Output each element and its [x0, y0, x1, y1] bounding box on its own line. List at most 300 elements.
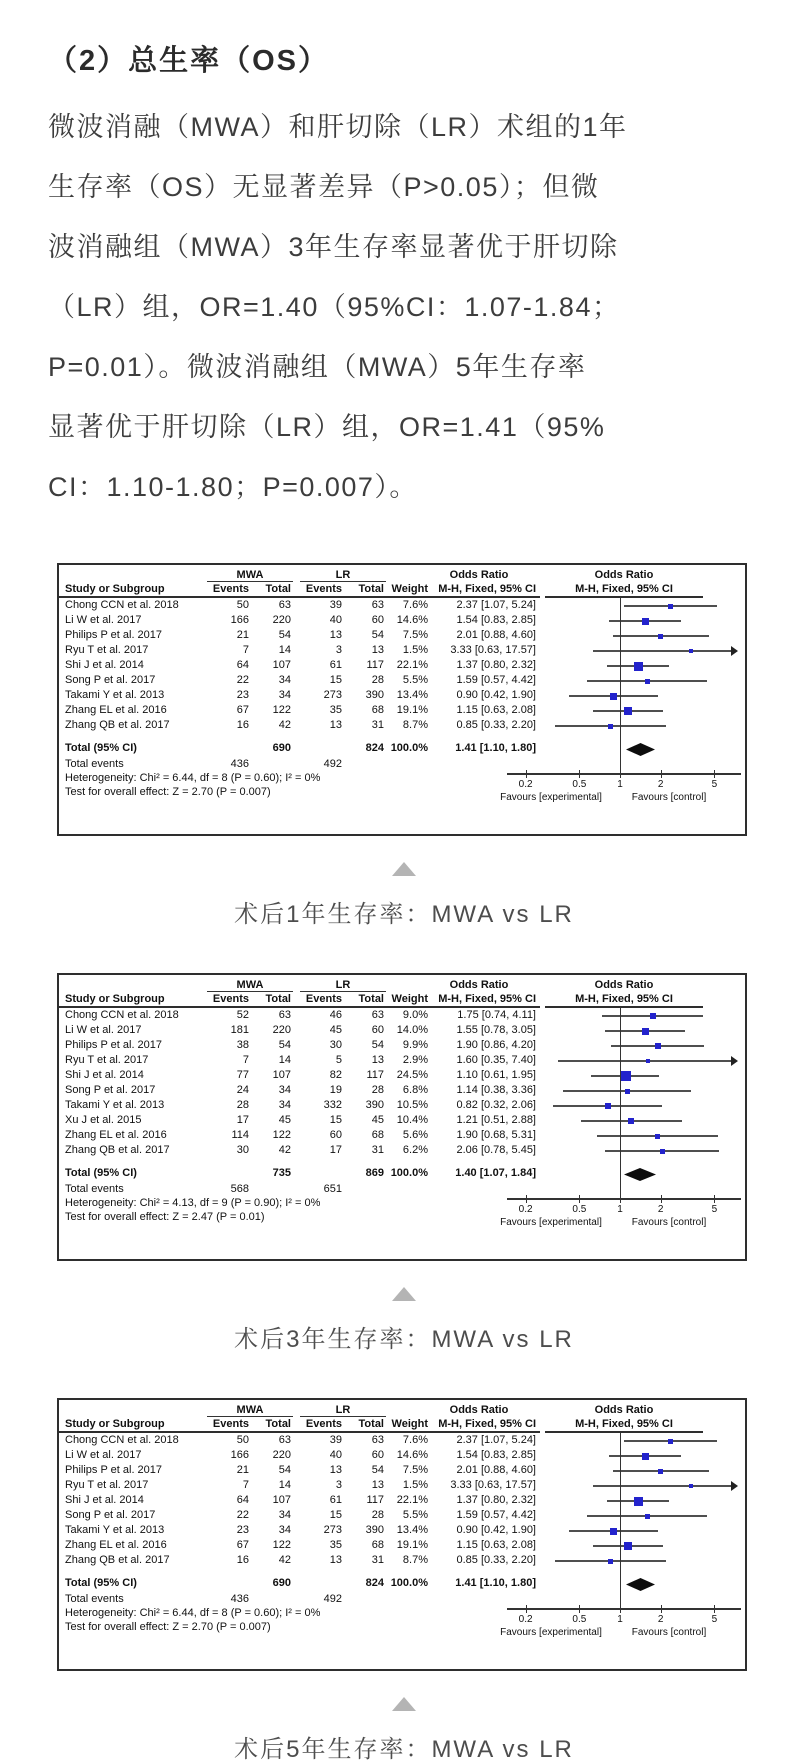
study-name: Zhang EL et al. 2016 [65, 704, 167, 716]
paragraph-line: P=0.01）。微波消融组（MWA）5年生存率 [48, 352, 587, 382]
summary-diamond [626, 1578, 655, 1591]
or-ci-text: 1.37 [0.80, 2.32] [456, 659, 536, 671]
overall-effect-text: Test for overall effect: Z = 2.47 (P = 0.01) [65, 1211, 265, 1223]
triangle-up-icon [392, 1287, 416, 1301]
axis-tick [661, 770, 662, 778]
figure-3 [57, 1398, 760, 1671]
weight: 13.4% [396, 1524, 428, 1536]
or-ci-text: 1.60 [0.35, 7.40] [456, 1054, 536, 1066]
heterogeneity-text: Heterogeneity: Chi² = 6.44, df = 8 (P = 0.60); I² = 0% [65, 772, 321, 784]
forest-row [59, 718, 745, 733]
total-weight: 100.0% [390, 1167, 428, 1179]
events-mwa: 23 [236, 1524, 249, 1536]
forest-row [59, 1538, 745, 1553]
figure-1 [57, 563, 760, 836]
events-mwa: 64 [236, 1494, 249, 1506]
group-or-plot: Odds Ratio [594, 979, 654, 991]
events-lr: 5 [335, 1054, 342, 1066]
or-ci-text: 0.90 [0.42, 1.90] [456, 689, 536, 701]
body-paragraph [48, 97, 760, 517]
ci-square [660, 1149, 665, 1154]
or-ci-text: 2.01 [0.88, 4.60] [456, 629, 536, 641]
events-lr: 15 [329, 1114, 342, 1126]
total-weight: 100.0% [390, 742, 428, 754]
weight: 9.9% [402, 1039, 428, 1051]
study-name: Li W et al. 2017 [65, 1024, 142, 1036]
weight: 14.0% [396, 1024, 428, 1036]
forest-row [59, 1098, 745, 1113]
or-ci-text: 1.10 [0.61, 1.95] [456, 1069, 536, 1081]
ci-square [658, 1469, 663, 1474]
figure-2 [57, 973, 760, 1261]
or-ci-text: 1.75 [0.74, 4.11] [457, 1009, 536, 1021]
figure-caption: 术后5年生存率：MWA vs LR [234, 1736, 574, 1763]
or-ci-text: 1.14 [0.38, 3.36] [456, 1084, 536, 1096]
paragraph-line: 微波消融（MWA）和肝切除（LR）术组的1年 [48, 112, 628, 142]
forest-row [59, 1553, 745, 1568]
weight: 13.4% [396, 689, 428, 701]
or-ci-text: 3.33 [0.63, 17.57] [450, 644, 536, 656]
axis-tick [620, 1605, 621, 1613]
forest-row [59, 1038, 745, 1053]
axis-tick [579, 1605, 580, 1613]
ci-square [605, 1103, 611, 1109]
col-events-2: Events [305, 993, 342, 1005]
events-lr: 13 [329, 1554, 342, 1566]
forest-row [59, 658, 745, 673]
events-lr: 61 [329, 1494, 342, 1506]
axis-tick [714, 770, 715, 778]
total-mwa: 220 [272, 1449, 291, 1461]
null-effect-line [620, 598, 621, 773]
total-or-ci-text: 1.41 [1.10, 1.80] [455, 742, 536, 754]
caption-block-3 [48, 1697, 760, 1764]
study-name: Xu J et al. 2015 [65, 1114, 142, 1126]
paragraph-line: 波消融组（MWA）3年生存率显著优于肝切除 [48, 232, 619, 262]
col-weight: Weight [391, 1418, 428, 1430]
or-ci-text: 1.59 [0.57, 4.42] [456, 674, 536, 686]
forest-row [59, 1433, 745, 1448]
weight: 7.5% [402, 1464, 428, 1476]
or-ci-text: 1.21 [0.51, 2.88] [456, 1114, 536, 1126]
events-lr: 39 [329, 1434, 342, 1446]
forest-row [59, 613, 745, 628]
events-lr: 82 [329, 1069, 342, 1081]
study-name: Takami Y et al. 2013 [65, 1524, 165, 1536]
or-ci-text: 1.54 [0.83, 2.85] [456, 1449, 536, 1461]
or-ci-text: 1.15 [0.63, 2.08] [456, 704, 536, 716]
total-or-ci-text: 1.41 [1.10, 1.80] [455, 1577, 536, 1589]
col-study: Study or Subgroup [65, 1418, 165, 1430]
caption-block-2 [48, 1287, 760, 1354]
total-mwa: 14 [278, 644, 291, 656]
ci-square [634, 1497, 643, 1506]
heterogeneity-text: Heterogeneity: Chi² = 6.44, df = 8 (P = 0.60); I² = 0% [65, 1607, 321, 1619]
fp-group-header [59, 978, 745, 992]
ci-square [621, 1071, 631, 1081]
forest-row [59, 628, 745, 643]
section-title: （2）总生率（OS） [48, 45, 330, 77]
ci-square [642, 1453, 649, 1460]
events-mwa: 77 [236, 1069, 249, 1081]
group-or-text: Odds Ratio [449, 979, 509, 991]
x-axis-line [507, 773, 741, 775]
total-lr: 869 [365, 1167, 384, 1179]
weight: 24.5% [396, 1069, 428, 1081]
events-lr: 15 [329, 1509, 342, 1521]
total-events-label: Total events [65, 1593, 124, 1605]
weight: 7.5% [402, 629, 428, 641]
group-or-plot: Odds Ratio [594, 569, 654, 581]
study-name: Ryu T et al. 2017 [65, 1479, 149, 1491]
events-lr: 35 [329, 1539, 342, 1551]
forest-row [59, 688, 745, 703]
total-lr: 13 [371, 644, 384, 656]
axis-tick [526, 770, 527, 778]
axis-tick-label: 0.2 [518, 779, 533, 790]
forest-row [59, 1113, 745, 1128]
events-lr: 273 [323, 689, 342, 701]
axis-tick [620, 1195, 621, 1203]
x-axis-line [507, 1608, 741, 1610]
total-mwa: 54 [278, 629, 291, 641]
total-lr: 45 [371, 1114, 384, 1126]
events-mwa: 7 [242, 644, 249, 656]
ci-square [625, 1089, 630, 1094]
col-study: Study or Subgroup [65, 993, 165, 1005]
events-mwa: 67 [236, 704, 249, 716]
paragraph-line: 生存率（OS）无显著差异（P>0.05）；但微 [48, 172, 600, 202]
favours-control-label: Favours [control] [631, 1217, 707, 1228]
forest-row [59, 643, 745, 658]
col-mh-ci-plot: M-H, Fixed, 95% CI [575, 1418, 673, 1430]
forest-row [59, 1083, 745, 1098]
axis-tick [714, 1605, 715, 1613]
events-lr: 273 [323, 1524, 342, 1536]
spacer-row [59, 1158, 745, 1166]
arrow-right-icon [731, 646, 738, 656]
study-name: Li W et al. 2017 [65, 1449, 142, 1461]
triangle-up-icon [392, 862, 416, 876]
events-mwa: 22 [236, 1509, 249, 1521]
group-lr: LR [335, 979, 351, 991]
null-effect-line [620, 1433, 621, 1608]
total-mwa: 14 [278, 1054, 291, 1066]
total-row [59, 741, 745, 757]
spacer-row [59, 733, 745, 741]
axis-tick [526, 1605, 527, 1613]
caption-block-1 [48, 862, 760, 929]
total-lr: 60 [371, 614, 384, 626]
ci-square [628, 1118, 634, 1124]
events-lr: 13 [329, 1464, 342, 1476]
total-lr: 31 [371, 1144, 384, 1156]
ci-square [668, 604, 673, 609]
study-name: Philips P et al. 2017 [65, 1039, 163, 1051]
overall-effect-text: Test for overall effect: Z = 2.70 (P = 0.007) [65, 786, 271, 798]
col-events-2: Events [305, 1418, 342, 1430]
or-ci-text: 0.85 [0.33, 2.20] [456, 719, 536, 731]
forest-row [59, 1448, 745, 1463]
total-mwa: 107 [272, 659, 291, 671]
total-mwa: 34 [278, 1084, 291, 1096]
total-mwa: 42 [278, 1554, 291, 1566]
favours-control-label: Favours [control] [631, 792, 707, 803]
or-ci-text: 2.37 [1.07, 5.24] [456, 599, 536, 611]
total-lr: 63 [371, 1009, 384, 1021]
events-mwa: 24 [236, 1084, 249, 1096]
events-mwa: 16 [236, 719, 249, 731]
weight: 19.1% [396, 704, 428, 716]
axis-tick-label: 5 [711, 1204, 718, 1215]
axis-tick-label: 0.2 [518, 1614, 533, 1625]
study-name: Chong CCN et al. 2018 [65, 599, 179, 611]
total-lr: 117 [366, 1494, 384, 1506]
axis-tick-label: 1 [617, 1204, 623, 1215]
forest-row [59, 703, 745, 718]
forest-row [59, 1053, 745, 1068]
fp-column-header [59, 1417, 745, 1433]
events-lr: 40 [329, 614, 342, 626]
total-label: Total (95% CI) [65, 742, 137, 754]
total-row [59, 1576, 745, 1592]
or-ci-text: 0.85 [0.33, 2.20] [456, 1554, 536, 1566]
events-lr: 3 [335, 644, 342, 656]
total-events-mwa: 436 [230, 758, 249, 770]
axis-tick-label: 1 [617, 1614, 623, 1625]
overall-effect-text: Test for overall effect: Z = 2.70 (P = 0.007) [65, 1621, 271, 1633]
events-mwa: 21 [236, 629, 249, 641]
weight: 7.6% [402, 1434, 428, 1446]
events-lr: 35 [329, 704, 342, 716]
arrow-right-icon [731, 1056, 738, 1066]
total-events-row [59, 1182, 745, 1196]
study-name: Li W et al. 2017 [65, 614, 142, 626]
ci-square [624, 1542, 632, 1550]
events-lr: 13 [329, 629, 342, 641]
ci-square [634, 662, 643, 671]
total-lr: 68 [371, 704, 384, 716]
total-lr: 28 [371, 674, 384, 686]
weight: 5.5% [402, 674, 428, 686]
ci-square [608, 724, 613, 729]
total-lr: 117 [366, 659, 384, 671]
total-mwa: 34 [278, 1509, 291, 1521]
total-mwa: 63 [278, 1434, 291, 1446]
forest-row [59, 1463, 745, 1478]
study-name: Song P et al. 2017 [65, 1509, 156, 1521]
favours-experimental-label: Favours [experimental] [500, 1627, 602, 1638]
col-total-2: Total [358, 993, 384, 1005]
axis-tick [579, 770, 580, 778]
group-lr: LR [335, 1404, 351, 1416]
ci-square [608, 1559, 613, 1564]
total-events-lr: 492 [323, 1593, 342, 1605]
or-ci-text: 1.90 [0.68, 5.31] [456, 1129, 536, 1141]
total-lr: 54 [371, 1039, 384, 1051]
fp-group-header [59, 1403, 745, 1417]
ci-square [689, 649, 693, 653]
ci-square [650, 1013, 656, 1019]
summary-diamond [626, 743, 655, 756]
weight: 6.2% [402, 1144, 428, 1156]
weight: 14.6% [396, 1449, 428, 1461]
events-mwa: 38 [236, 1039, 249, 1051]
group-mwa: MWA [236, 1404, 264, 1416]
ci-line [593, 1485, 731, 1487]
total-lr: 28 [371, 1084, 384, 1096]
axis-tick-label: 5 [711, 779, 718, 790]
study-name: Zhang QB et al. 2017 [65, 1554, 170, 1566]
total-lr: 63 [371, 599, 384, 611]
forest-plot-5yr [57, 1398, 747, 1671]
total-mwa: 34 [278, 1524, 291, 1536]
events-lr: 332 [323, 1099, 342, 1111]
col-mh-ci: M-H, Fixed, 95% CI [438, 1418, 536, 1430]
total-mwa: 220 [272, 614, 291, 626]
axis-tick [620, 770, 621, 778]
axis-tick-label: 2 [657, 1204, 664, 1215]
events-mwa: 166 [230, 1449, 249, 1461]
forest-row [59, 598, 745, 613]
or-ci-text: 1.37 [0.80, 2.32] [456, 1494, 536, 1506]
weight: 1.5% [402, 644, 428, 656]
study-name: Ryu T et al. 2017 [65, 644, 149, 656]
weight: 1.5% [402, 1479, 428, 1491]
axis-tick-label: 0.5 [572, 1614, 587, 1625]
total-mwa: 34 [278, 689, 291, 701]
ci-square [646, 1059, 650, 1063]
weight: 22.1% [396, 659, 428, 671]
heterogeneity-text: Heterogeneity: Chi² = 4.13, df = 9 (P = 0.90); I² = 0% [65, 1197, 321, 1209]
col-total-2: Total [358, 1418, 384, 1430]
events-mwa: 22 [236, 674, 249, 686]
study-name: Song P et al. 2017 [65, 674, 156, 686]
total-mwa: 63 [278, 1009, 291, 1021]
axis-tick-label: 2 [657, 779, 664, 790]
events-mwa: 17 [236, 1114, 249, 1126]
ci-square [642, 618, 649, 625]
events-mwa: 23 [236, 689, 249, 701]
total-lr: 68 [371, 1539, 384, 1551]
weight: 14.6% [396, 614, 428, 626]
x-axis-line [507, 1198, 741, 1200]
col-mh-ci-plot: M-H, Fixed, 95% CI [575, 583, 673, 595]
col-study: Study or Subgroup [65, 583, 165, 595]
total-mwa: 34 [278, 1099, 291, 1111]
axis-tick-label: 1 [617, 779, 623, 790]
total-lr: 824 [365, 742, 384, 754]
or-ci-text: 1.54 [0.83, 2.85] [456, 614, 536, 626]
or-ci-text: 2.01 [0.88, 4.60] [456, 1464, 536, 1476]
events-mwa: 21 [236, 1464, 249, 1476]
axis-tick-label: 2 [657, 1614, 664, 1625]
events-lr: 45 [329, 1024, 342, 1036]
col-events-2: Events [305, 583, 342, 595]
col-total-1: Total [265, 993, 291, 1005]
events-mwa: 114 [231, 1129, 249, 1141]
total-mwa: 54 [278, 1464, 291, 1476]
ci-square [689, 1484, 693, 1488]
or-ci-text: 0.82 [0.32, 2.06] [456, 1099, 536, 1111]
total-lr: 60 [371, 1449, 384, 1461]
col-events-1: Events [212, 583, 249, 595]
forest-row [59, 1508, 745, 1523]
figure-caption: 术后3年生存率：MWA vs LR [234, 1326, 574, 1353]
ci-square [645, 1514, 650, 1519]
favours-experimental-label: Favours [experimental] [500, 1217, 602, 1228]
forest-row [59, 1128, 745, 1143]
forest-plot-3yr [57, 973, 747, 1261]
study-name: Philips P et al. 2017 [65, 629, 163, 641]
total-events-label: Total events [65, 758, 124, 770]
total-row [59, 1166, 745, 1182]
forest-row [59, 1023, 745, 1038]
study-name: Ryu T et al. 2017 [65, 1054, 149, 1066]
total-mwa: 122 [272, 1129, 291, 1141]
weight: 10.5% [396, 1099, 428, 1111]
weight: 8.7% [402, 719, 428, 731]
arrow-right-icon [731, 1481, 738, 1491]
col-events-1: Events [212, 993, 249, 1005]
axis-tick-label: 5 [711, 1614, 718, 1625]
total-lr: 54 [371, 629, 384, 641]
total-mwa: 220 [272, 1024, 291, 1036]
figure-caption: 术后1年生存率：MWA vs LR [234, 901, 574, 928]
favours-control-label: Favours [control] [631, 1627, 707, 1638]
study-name: Song P et al. 2017 [65, 1084, 156, 1096]
forest-row [59, 1493, 745, 1508]
axis-tick [661, 1605, 662, 1613]
total-mwa: 42 [278, 1144, 291, 1156]
forest-row [59, 1008, 745, 1023]
ci-square [642, 1028, 649, 1035]
events-mwa: 64 [236, 659, 249, 671]
events-lr: 61 [329, 659, 342, 671]
total-lr: 390 [365, 689, 384, 701]
total-lr: 54 [371, 1464, 384, 1476]
events-mwa: 50 [236, 599, 249, 611]
total-events-lr: 492 [323, 758, 342, 770]
events-lr: 46 [329, 1009, 342, 1021]
events-lr: 15 [329, 674, 342, 686]
total-lr: 390 [365, 1524, 384, 1536]
or-ci-text: 1.55 [0.78, 3.05] [456, 1024, 536, 1036]
paragraph-line: 显著优于肝切除（LR）组，OR=1.41（95% [48, 412, 606, 442]
study-name: Zhang EL et al. 2016 [65, 1539, 167, 1551]
total-events-row [59, 1592, 745, 1606]
ci-line [558, 1060, 731, 1062]
group-mwa: MWA [236, 569, 264, 581]
weight: 6.8% [402, 1084, 428, 1096]
ci-square [610, 693, 617, 700]
ci-square [624, 707, 632, 715]
ci-square [655, 1043, 661, 1049]
events-mwa: 166 [230, 614, 249, 626]
fp-group-header [59, 568, 745, 582]
summary-diamond [624, 1168, 656, 1181]
col-mh-ci: M-H, Fixed, 95% CI [438, 993, 536, 1005]
study-name: Zhang EL et al. 2016 [65, 1129, 167, 1141]
study-name: Zhang QB et al. 2017 [65, 719, 170, 731]
events-mwa: 50 [236, 1434, 249, 1446]
total-mwa: 63 [278, 599, 291, 611]
weight: 2.9% [402, 1054, 428, 1066]
null-effect-line [620, 1008, 621, 1198]
axis-tick-label: 0.5 [572, 779, 587, 790]
events-mwa: 7 [242, 1054, 249, 1066]
ci-square [658, 634, 663, 639]
